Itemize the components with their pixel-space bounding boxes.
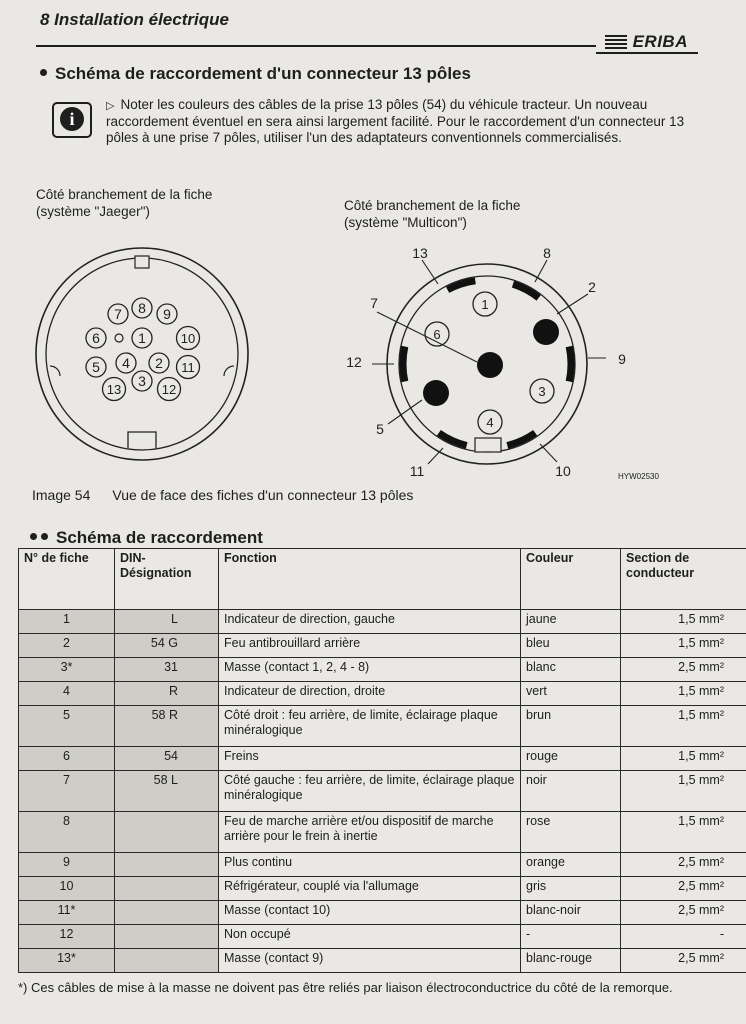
contact-4-label: 4 bbox=[486, 415, 494, 430]
jaeger-pin-label: 8 bbox=[138, 300, 146, 316]
cell-din: 58 R bbox=[115, 706, 219, 747]
cell-function: Indicateur de direction, droite bbox=[219, 682, 521, 706]
table-row bbox=[19, 925, 746, 949]
contact-1-label: 1 bbox=[481, 297, 489, 312]
table-row bbox=[19, 706, 746, 747]
cell-din: 31 bbox=[115, 658, 219, 682]
cell-pin: 9 bbox=[19, 853, 115, 877]
jaeger-pin-label: 11 bbox=[181, 360, 195, 375]
cell-pin: 4 bbox=[19, 682, 115, 706]
contact-8-bar bbox=[513, 284, 539, 298]
multicon-outer-label: 10 bbox=[555, 463, 571, 479]
cell-pin: 11* bbox=[19, 901, 115, 925]
cell-section: 1,5 mm² bbox=[621, 771, 746, 812]
header-din: DIN-Désignation bbox=[115, 549, 219, 610]
bullet-icon bbox=[40, 69, 47, 76]
cell-section: 2,5 mm² bbox=[621, 658, 746, 682]
triangle-marker-icon: ▷ bbox=[106, 100, 115, 112]
cell-din bbox=[115, 812, 219, 853]
contact-12-bar bbox=[403, 347, 405, 382]
bullet-icon bbox=[30, 533, 37, 540]
leader-line bbox=[535, 260, 547, 282]
cell-pin: 7 bbox=[19, 771, 115, 812]
contact-5-pin bbox=[423, 380, 449, 406]
cell-section: 2,5 mm² bbox=[621, 877, 746, 901]
table-row bbox=[19, 658, 746, 682]
jaeger-connector-diagram bbox=[28, 236, 278, 476]
jaeger-pin-label: 10 bbox=[180, 331, 196, 346]
cell-function: Masse (contact 1, 2, 4 - 8) bbox=[219, 658, 521, 682]
jaeger-pin-label: 9 bbox=[163, 306, 171, 322]
cell-section: 1,5 mm² bbox=[621, 610, 746, 634]
contact-9-bar bbox=[569, 347, 571, 382]
cell-color: jaune bbox=[521, 610, 621, 634]
cell-pin: 2 bbox=[19, 634, 115, 658]
multicon-outer-label: 12 bbox=[346, 354, 362, 370]
cell-function: Plus continu bbox=[219, 853, 521, 877]
contact-center-pin bbox=[477, 352, 503, 378]
cell-din: 54 bbox=[115, 747, 219, 771]
jaeger-pin-label: 13 bbox=[106, 382, 122, 397]
cell-color: - bbox=[521, 925, 621, 949]
header-color: Couleur bbox=[521, 549, 621, 610]
contact-6-label: 6 bbox=[433, 327, 441, 342]
jaeger-pin-label: 3 bbox=[138, 373, 146, 389]
footnote: *) Ces câbles de mise à la masse ne doivent pas être reliés par liaison électroconductrice du côté de la remorque. bbox=[18, 980, 673, 995]
cell-pin: 13* bbox=[19, 949, 115, 973]
cell-din bbox=[115, 925, 219, 949]
diagram-code: HYW02530 bbox=[618, 472, 659, 481]
header-section: Section de conducteur bbox=[621, 549, 746, 610]
cell-function: Masse (contact 9) bbox=[219, 949, 521, 973]
cell-function: Indicateur de direction, gauche bbox=[219, 610, 521, 634]
leader-line bbox=[540, 444, 557, 462]
contact-13-bar bbox=[448, 281, 476, 290]
bullet-icon bbox=[41, 533, 48, 540]
cell-color: blanc bbox=[521, 658, 621, 682]
cell-pin: 8 bbox=[19, 812, 115, 853]
table-row bbox=[19, 682, 746, 706]
cell-pin: 6 bbox=[19, 747, 115, 771]
jaeger-pin-center bbox=[115, 334, 123, 342]
multicon-outer-label: 13 bbox=[412, 245, 428, 261]
jaeger-pin-label: 2 bbox=[155, 355, 163, 371]
cell-pin: 10 bbox=[19, 877, 115, 901]
cell-din: 54 G bbox=[115, 634, 219, 658]
cell-color: brun bbox=[521, 706, 621, 747]
multicon-outer-label: 11 bbox=[409, 463, 425, 479]
cell-function: Feu de marche arrière et/ou dispositif de marche arrière pour le frein à inertie bbox=[219, 812, 521, 853]
cell-color: rouge bbox=[521, 747, 621, 771]
section-header-title: 8 Installation électrique bbox=[40, 10, 229, 29]
cell-function: Côté gauche : feu arrière, de limite, éclairage plaque minéralogique bbox=[219, 771, 521, 812]
table-row bbox=[19, 877, 746, 901]
multicon-outer-label: 5 bbox=[376, 421, 384, 437]
jaeger-pin-label: 5 bbox=[92, 359, 100, 375]
cell-function: Réfrigérateur, couplé via l'allumage bbox=[219, 877, 521, 901]
table-row bbox=[19, 949, 746, 973]
connection-table bbox=[18, 548, 746, 973]
cell-pin: 1 bbox=[19, 610, 115, 634]
cell-function: Feu antibrouillard arrière bbox=[219, 634, 521, 658]
cell-din bbox=[115, 949, 219, 973]
header-rule bbox=[36, 45, 596, 47]
table-row bbox=[19, 771, 746, 812]
cell-section: 2,5 mm² bbox=[621, 853, 746, 877]
cell-pin: 5 bbox=[19, 706, 115, 747]
leader-line bbox=[422, 260, 438, 284]
cell-pin: 12 bbox=[19, 925, 115, 949]
cell-function: Freins bbox=[219, 747, 521, 771]
multicon-outer-label: 8 bbox=[543, 245, 551, 261]
table-row bbox=[19, 634, 746, 658]
jaeger-pin-label: 1 bbox=[138, 330, 146, 346]
multicon-outer-label: 9 bbox=[618, 351, 626, 367]
cell-pin: 3* bbox=[19, 658, 115, 682]
contact-10-bar bbox=[507, 433, 535, 446]
cell-section: 2,5 mm² bbox=[621, 901, 746, 925]
cell-function: Masse (contact 10) bbox=[219, 901, 521, 925]
table-row bbox=[19, 853, 746, 877]
cell-color: noir bbox=[521, 771, 621, 812]
cell-din: 58 L bbox=[115, 771, 219, 812]
cell-color: orange bbox=[521, 853, 621, 877]
table-row bbox=[19, 747, 746, 771]
cell-section: 1,5 mm² bbox=[621, 634, 746, 658]
table-row bbox=[19, 610, 746, 634]
cell-color: bleu bbox=[521, 634, 621, 658]
cell-function: Non occupé bbox=[219, 925, 521, 949]
cell-din: R bbox=[115, 682, 219, 706]
cell-color: vert bbox=[521, 682, 621, 706]
info-note: ▷ Noter les couleurs des câbles de la prise 13 pôles (54) du véhicule tracteur. Un nouveau raccordement éventuel en sera ainsi largement facilité. Pour le raccordement d'un connecteur 13 pôles à une prise 7 pôles, utiliser l'un des adaptateurs conventionnels commercialisés. bbox=[106, 97, 685, 145]
cell-color: blanc-noir bbox=[521, 901, 621, 925]
jaeger-pin-label: 4 bbox=[122, 355, 130, 371]
image-caption: Image 54 Vue de face des fiches d'un connecteur 13 pôles bbox=[32, 487, 414, 503]
cell-section: 1,5 mm² bbox=[621, 812, 746, 853]
cell-section: 1,5 mm² bbox=[621, 682, 746, 706]
cell-section: 2,5 mm² bbox=[621, 949, 746, 973]
cell-color: rose bbox=[521, 812, 621, 853]
cell-section: - bbox=[621, 925, 746, 949]
multicon-outer-label: 7 bbox=[370, 295, 378, 311]
heading-wiring-diagram: Schéma de raccordement bbox=[30, 528, 263, 548]
cell-section: 1,5 mm² bbox=[621, 706, 746, 747]
cell-section: 1,5 mm² bbox=[621, 747, 746, 771]
cell-din bbox=[115, 877, 219, 901]
cell-din: L bbox=[115, 610, 219, 634]
contact-3-label: 3 bbox=[538, 384, 546, 399]
cell-color: blanc-rouge bbox=[521, 949, 621, 973]
brand-logo-bars bbox=[605, 35, 627, 49]
table-row bbox=[19, 812, 746, 853]
heading-connection-diagram: Schéma de raccordement d'un connecteur 13 pôles bbox=[40, 64, 471, 84]
cell-din bbox=[115, 853, 219, 877]
header-function: Fonction bbox=[219, 549, 521, 610]
cell-function: Côté droit : feu arrière, de limite, éclairage plaque minéralogique bbox=[219, 706, 521, 747]
jaeger-pin-label: 12 bbox=[161, 382, 177, 397]
table-header-row bbox=[19, 549, 746, 610]
brand-logo: ERIBA bbox=[632, 32, 688, 51]
info-icon: i bbox=[52, 102, 92, 138]
jaeger-caption: Côté branchement de la fiche (système "Jaeger") bbox=[36, 187, 213, 219]
jaeger-pin-label: 7 bbox=[114, 306, 122, 322]
header-rule-right bbox=[596, 52, 698, 54]
cell-din bbox=[115, 901, 219, 925]
leader-line bbox=[377, 312, 477, 362]
header-pin: N° de fiche bbox=[19, 549, 115, 610]
multicon-outer-label: 2 bbox=[588, 279, 596, 295]
multicon-connector-diagram bbox=[330, 236, 650, 496]
jaeger-pin-label: 6 bbox=[92, 330, 100, 346]
cell-color: gris bbox=[521, 877, 621, 901]
contact-11-bar bbox=[439, 433, 467, 446]
table-row bbox=[19, 901, 746, 925]
multicon-caption: Côté branchement de la fiche (système "Multicon") bbox=[344, 198, 521, 230]
contact-2-pin bbox=[533, 319, 559, 345]
